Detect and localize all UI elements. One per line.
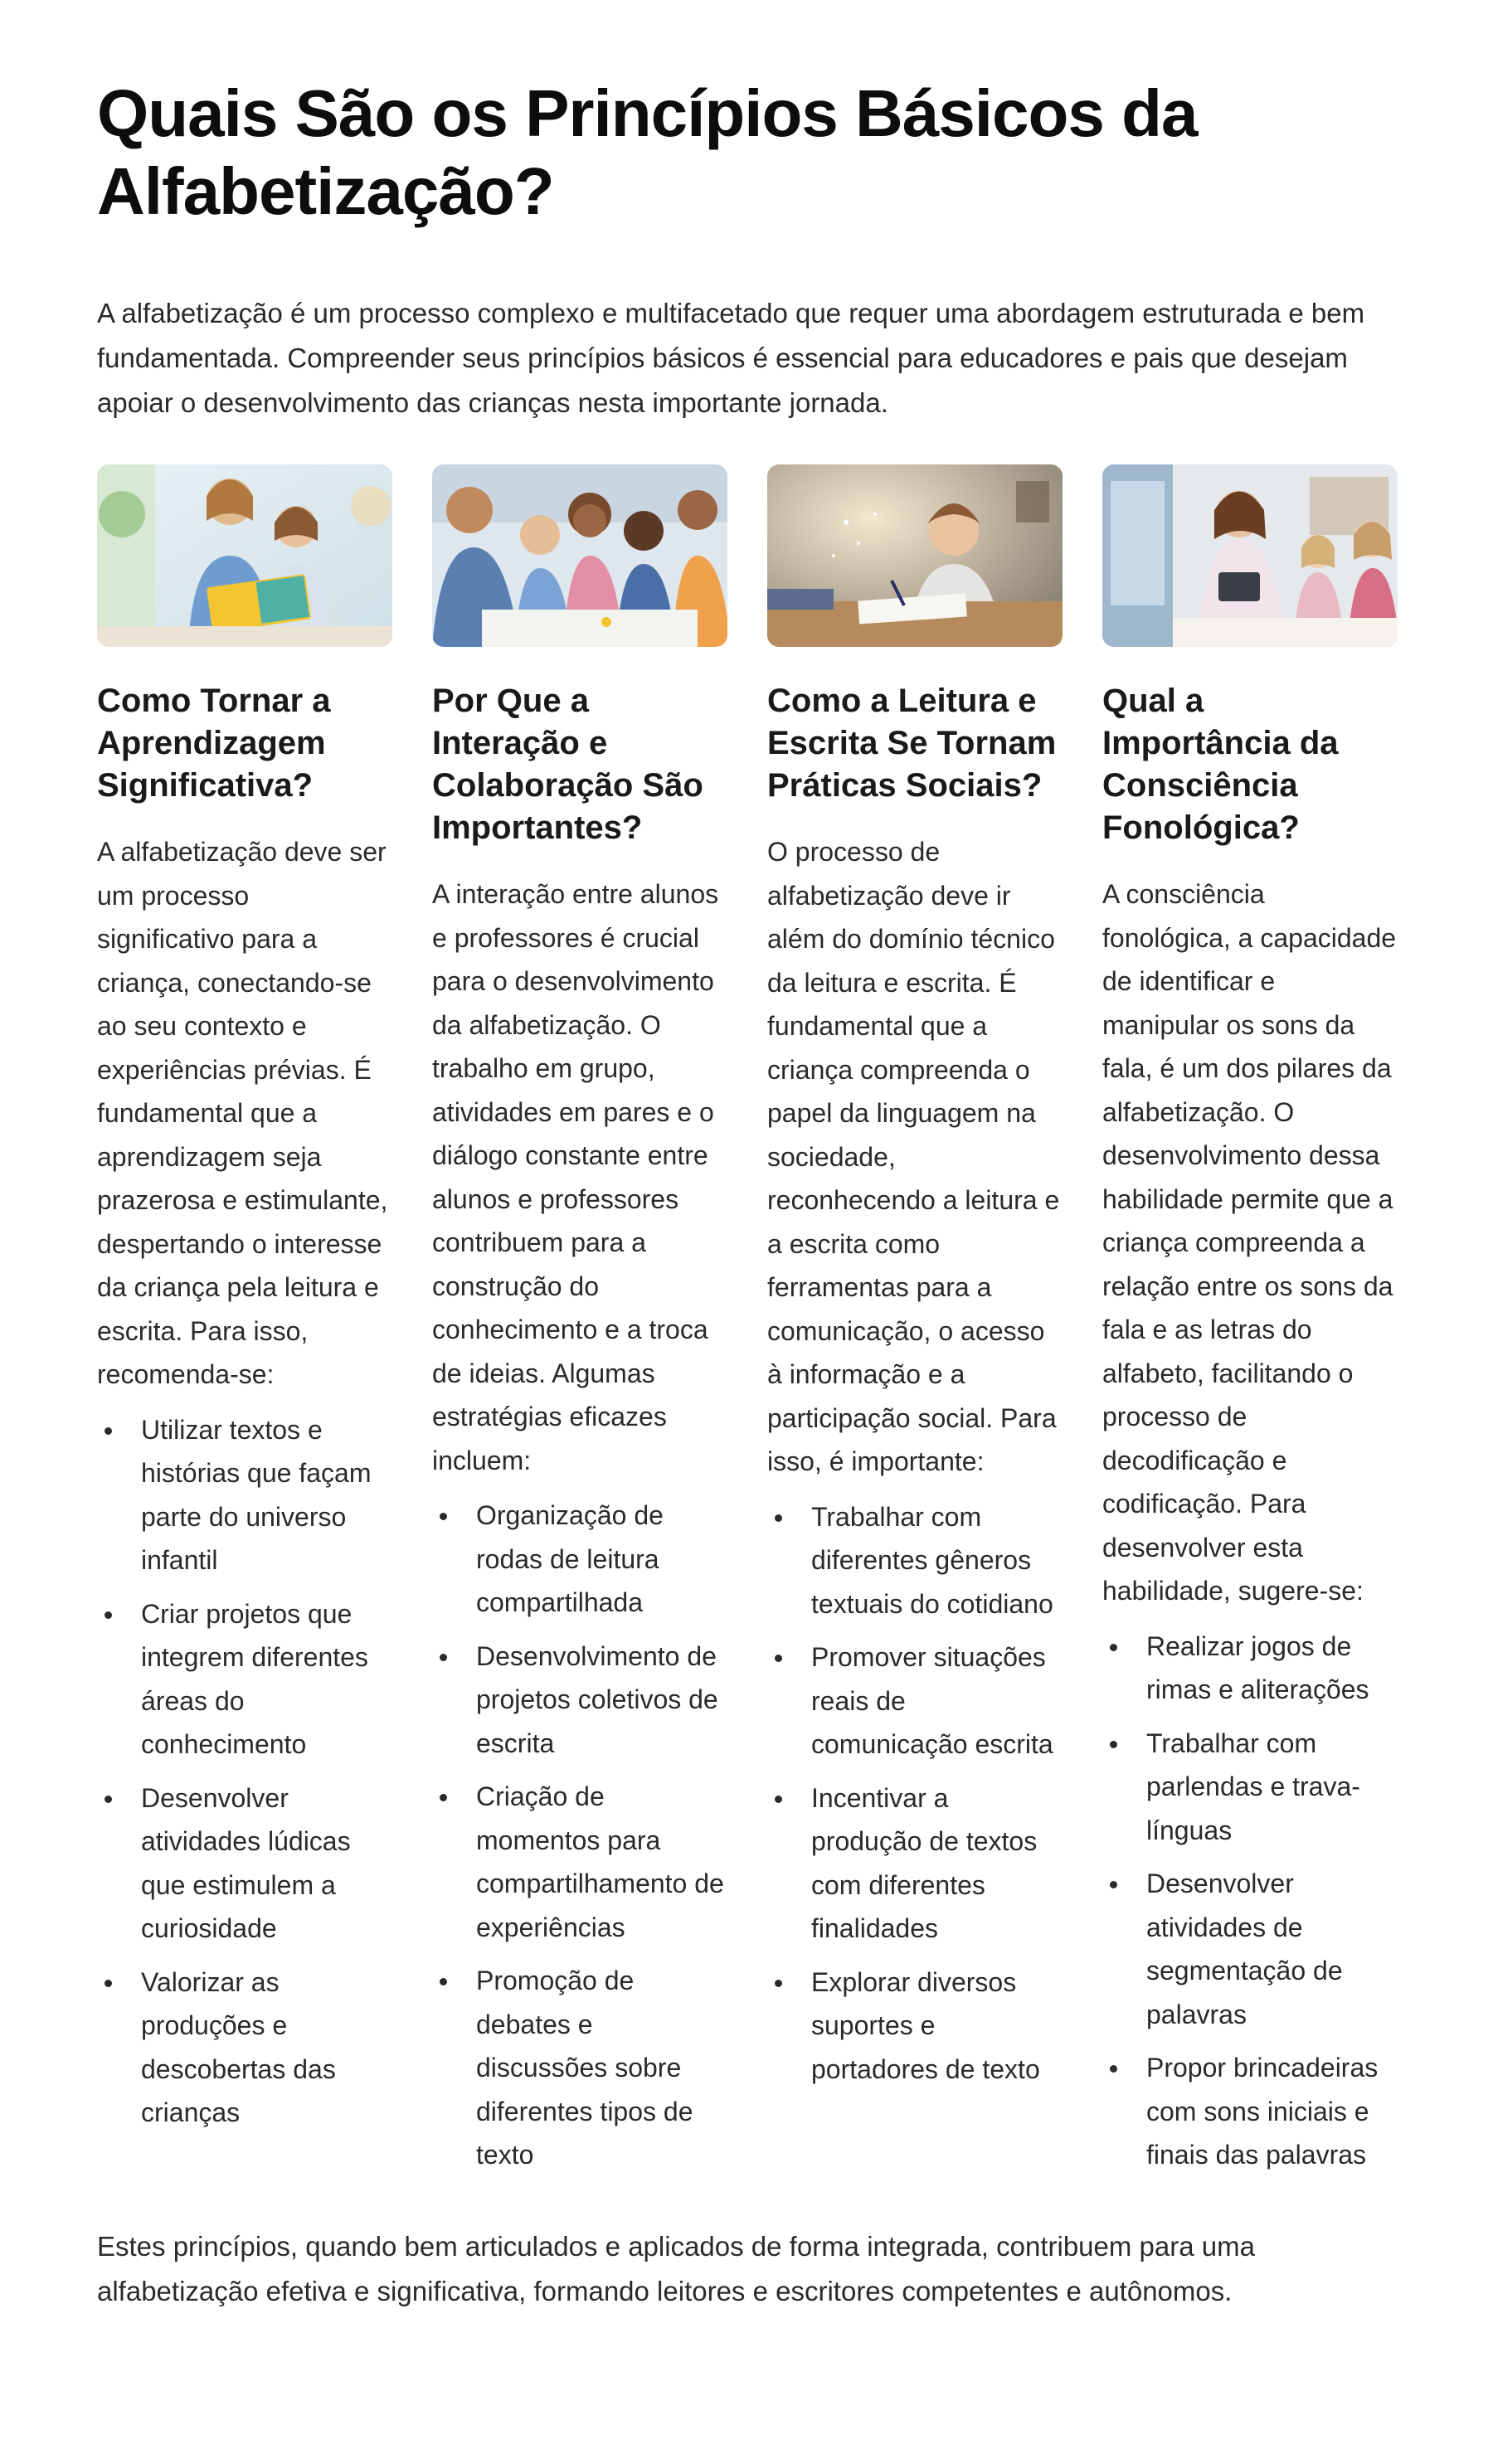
section-body: O processo de alfabetização deve ir além do domínio técnico da leitura e escrita. É fundamental que a criança compreenda o papel da linguagem na sociedade, reconhecendo a leitura e a escrita como ferramentas para a comunicação, o acesso à informação e a participação social. Para isso, é importante: bbox=[767, 837, 1060, 1476]
list-item: Desenvolvimento de projetos coletivos de escrita bbox=[432, 1635, 727, 1766]
section-heading: Qual a Importância da Consciência Fonológica? bbox=[1102, 683, 1339, 846]
section-body: A consciência fonológica, a capacidade de identificar e manipular os sons da fala, é um dos pilares da alfabetização. O desenvolvimento dessa habilidade permite que a criança compreenda a relação entre os sons da fala e as letras do alfabeto, facilitando o processo de decodificação e codificação. Para desenvolver esta habilidade, sugere-se: bbox=[1102, 879, 1397, 1606]
list-item: Promoção de debates e discussões sobre diferentes tipos de texto bbox=[432, 1959, 727, 2177]
list-item: Incentivar a produção de textos com diferentes finalidades bbox=[767, 1776, 1063, 1951]
photo-child-writing-at-desk bbox=[767, 464, 1063, 647]
practice-list bbox=[767, 1495, 1063, 2092]
list-item: Desenvolver atividades de segmentação de palavras bbox=[1102, 1862, 1398, 2036]
section-heading: Como a Leitura e Escrita Se Tornam Práticas Sociais? bbox=[767, 683, 1057, 804]
principle-card bbox=[1102, 464, 1398, 2187]
suggestion-list bbox=[1102, 1625, 1398, 2177]
strategy-list bbox=[432, 1494, 727, 2177]
principle-card bbox=[767, 464, 1063, 2101]
photo-teacher-and-children-collaborating bbox=[432, 464, 727, 647]
page-title: Quais São os Princípios Básicos da Alfabetização? bbox=[97, 76, 1198, 228]
recommendation-list bbox=[97, 1408, 392, 2135]
photo-adult-and-child-reading-book bbox=[97, 464, 392, 647]
list-item: Criar projetos que integrem diferentes áreas do conhecimento bbox=[97, 1592, 392, 1767]
list-item: Organização de rodas de leitura compartilhada bbox=[432, 1494, 727, 1625]
section-body: A alfabetização deve ser um processo significativo para a criança, conectando-se ao seu contexto e experiências prévias. É fundamental que a aprendizagem seja prazerosa e estimulante, despertando o interesse da criança pela leitura e escrita. Para isso, recomenda-se: bbox=[97, 837, 388, 1389]
list-item: Trabalhar com parlendas e trava-línguas bbox=[1102, 1722, 1398, 1853]
closing-paragraph: Estes princípios, quando bem articulados e aplicados de forma integrada, contribuem para uma alfabetização efetiva e significativa, formando leitores e escritores competentes e autônomos. bbox=[97, 2231, 1255, 2306]
list-item: Promover situações reais de comunicação escrita bbox=[767, 1635, 1063, 1767]
list-item: Criação de momentos para compartilhamento de experiências bbox=[432, 1775, 727, 1949]
principle-card bbox=[432, 464, 727, 2187]
section-body: A interação entre alunos e professores é crucial para o desenvolvimento da alfabetização. O trabalho em grupo, atividades em pares e o diálogo constante entre alunos e professores contribuem para a construção do conhecimento e a troca de ideias. Algumas estratégias eficazes incluem: bbox=[432, 879, 719, 1475]
list-item: Desenvolver atividades lúdicas que estimulem a curiosidade bbox=[97, 1776, 392, 1951]
section-heading: Por Que a Interação e Colaboração São Importantes? bbox=[432, 683, 703, 846]
section-heading: Como Tornar a Aprendizagem Significativa? bbox=[97, 683, 331, 804]
intro-paragraph: A alfabetização é um processo complexo e multifacetado que requer uma abordagem estruturada e bem fundamentada. Compreender seus princípios básicos é essencial para educadores e pais que desejam apoiar o desenvolvimento das crianças nesta importante jornada. bbox=[97, 298, 1365, 418]
principle-card bbox=[97, 464, 392, 2145]
list-item: Propor brincadeiras com sons iniciais e finais das palavras bbox=[1102, 2046, 1398, 2177]
list-item: Valorizar as produções e descobertas das crianças bbox=[97, 1961, 392, 2135]
list-item: Trabalhar com diferentes gêneros textuais do cotidiano bbox=[767, 1495, 1063, 1626]
list-item: Explorar diversos suportes e portadores de texto bbox=[767, 1961, 1063, 2092]
list-item: Realizar jogos de rimas e aliterações bbox=[1102, 1625, 1398, 1712]
article bbox=[97, 75, 1397, 2170]
photo-teacher-with-tablet-and-students bbox=[1102, 464, 1398, 647]
list-item: Utilizar textos e histórias que façam parte do universo infantil bbox=[97, 1408, 392, 1582]
